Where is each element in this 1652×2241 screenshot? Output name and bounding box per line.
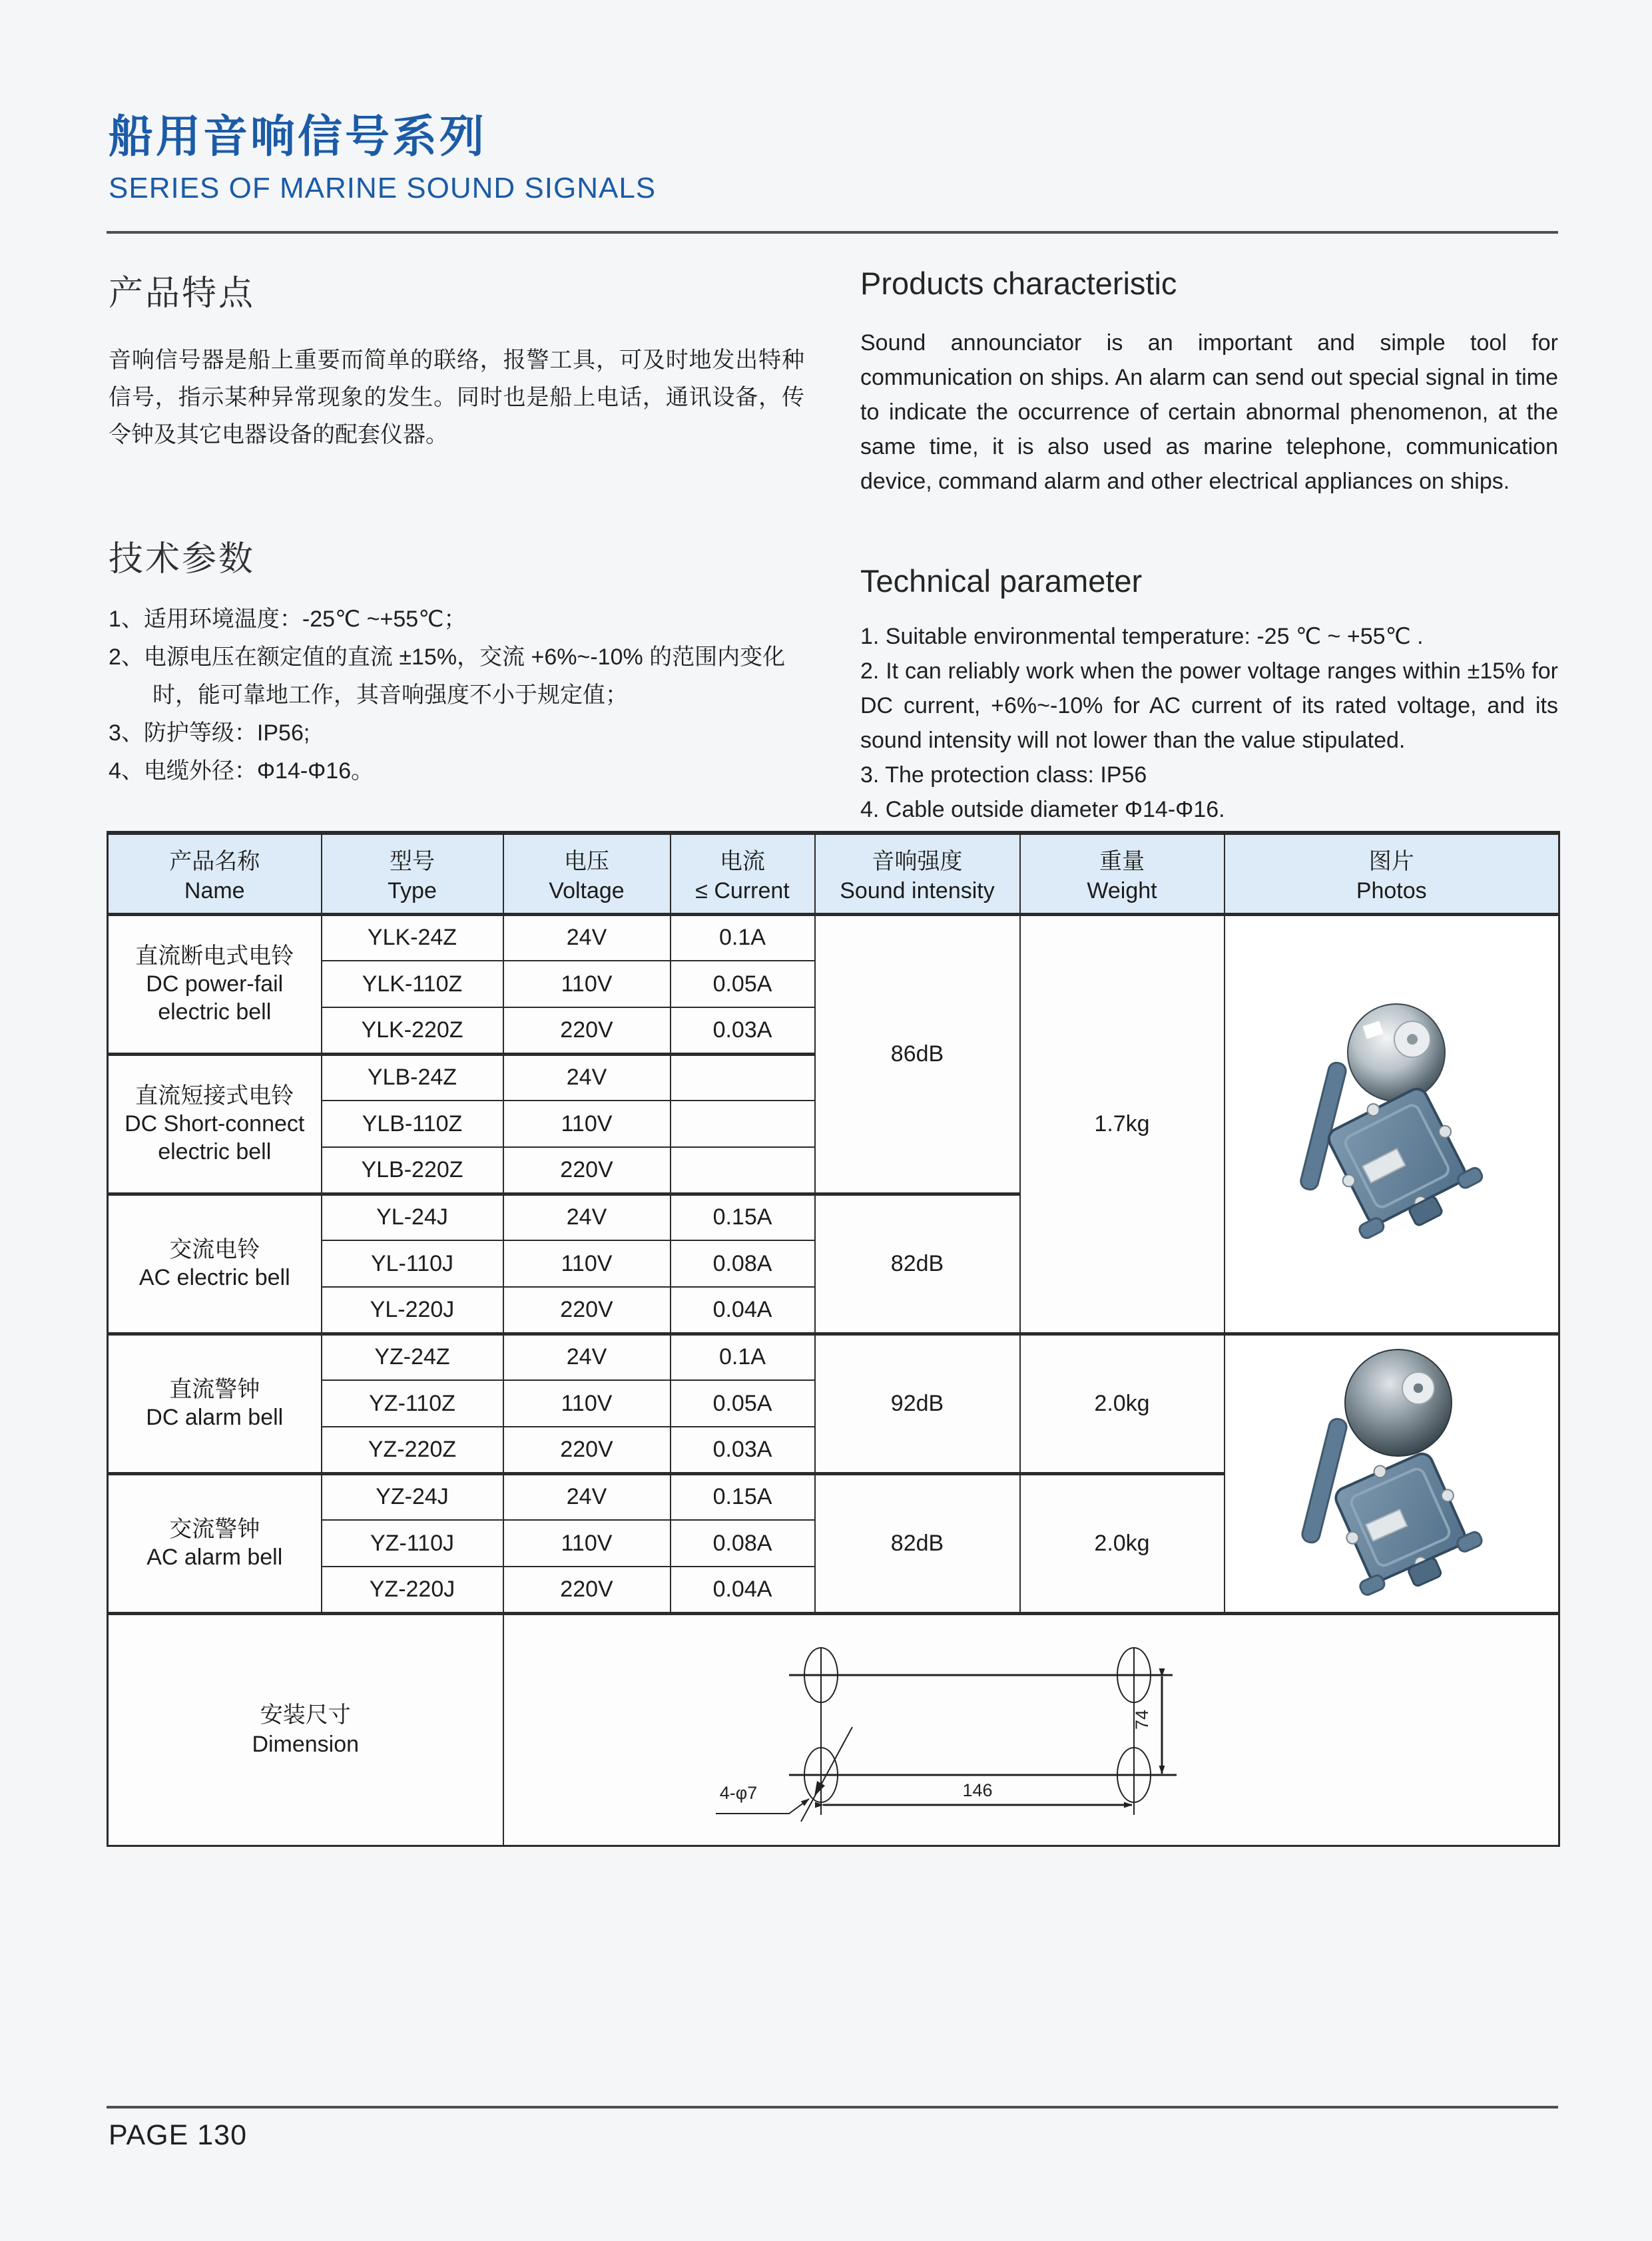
electric-bell-photo <box>1295 998 1488 1244</box>
current-cell: 0.15A <box>671 1473 815 1520</box>
tech-list-zh <box>109 601 804 790</box>
voltage-cell: 24V <box>503 1334 671 1380</box>
voltage-cell: 220V <box>503 1147 671 1194</box>
tech-item-zh: 1、适用环境温度：-25℃ ~+55℃； <box>109 607 467 632</box>
voltage-cell: 220V <box>503 1007 671 1054</box>
tech-item-zh: 3、防护等级：IP56; <box>109 720 310 746</box>
voltage-cell: 110V <box>503 1101 671 1147</box>
tech-item-en: 2. It can reliably work when the power voltage ranges within ±15% for DC current, +6%~-10% for AC current of its rated voltage, and its sound intensity will not lower than the value stipulated. <box>860 658 1558 753</box>
voltage-cell: 110V <box>503 1380 671 1427</box>
page-number: PAGE 130 <box>109 2119 247 2151</box>
column-english <box>860 265 1558 827</box>
tech-heading-en: Technical parameter <box>860 563 1143 599</box>
type-cell: YLK-110Z <box>322 961 503 1007</box>
dimension-row <box>108 1613 1559 1846</box>
current-cell <box>671 1101 815 1147</box>
current-cell: 0.05A <box>671 1380 815 1427</box>
col-header-name: 产品名称 Name <box>108 833 322 914</box>
current-cell: 0.1A <box>671 1334 815 1380</box>
features-body-zh: 音响信号器是船上重要而简单的联络，报警工具，可及时地发出特种信号，指示某种异常现象的发生。同时也是船上电话，通讯设备，传令钟及其它电器设备的配套仪器。 <box>109 348 804 447</box>
alarm-bell-photo <box>1298 1344 1485 1597</box>
current-cell <box>671 1054 815 1101</box>
voltage-cell: 110V <box>503 1240 671 1287</box>
current-cell: 0.03A <box>671 1427 815 1473</box>
col-header-weight: 重量 Weight <box>1020 833 1225 914</box>
dimension-label-cell: 安装尺寸 Dimension <box>108 1613 503 1846</box>
tech-item-zh: 2、电源电压在额定值的直流 ±15%，交流 +6%~-10% 的范围内变化时，能可靠地工作，其音响强度不小于规定值； <box>109 644 786 708</box>
table-header-row <box>108 833 1559 914</box>
tech-list-en <box>860 619 1558 827</box>
tech-heading-zh: 技术参数 <box>109 540 256 579</box>
col-header-photos: 图片 Photos <box>1225 833 1559 914</box>
photo-cell <box>1225 914 1559 1334</box>
dim-width-label: 146 <box>962 1780 993 1800</box>
current-cell: 0.08A <box>671 1520 815 1567</box>
type-cell: YL-24J <box>322 1194 503 1240</box>
col-header-voltage: 电压 Voltage <box>503 833 671 914</box>
type-cell: YL-110J <box>322 1240 503 1287</box>
weight-cell: 1.7kg <box>1020 914 1225 1334</box>
footer-divider <box>107 2106 1558 2109</box>
weight-cell: 2.0kg <box>1020 1473 1225 1613</box>
col-header-type: 型号 Type <box>322 833 503 914</box>
photo-cell <box>1225 1334 1559 1613</box>
product-name-cell: 直流短接式电铃 DC Short-connect electric bell <box>108 1054 322 1194</box>
page-title: 船用音响信号系列 <box>109 112 487 162</box>
col-header-current: 电流 ≤ Current <box>671 833 815 914</box>
col-header-sound: 音响强度 Sound intensity <box>815 833 1020 914</box>
tech-item-en: 3. The protection class: IP56 <box>860 762 1147 788</box>
current-cell <box>671 1147 815 1194</box>
column-chinese <box>109 265 804 790</box>
tech-item-en: 1. Suitable environmental temperature: -25 ℃ ~ +55℃ . <box>860 624 1424 649</box>
current-cell: 0.04A <box>671 1287 815 1334</box>
current-cell: 0.1A <box>671 914 815 961</box>
type-cell: YLB-24Z <box>322 1054 503 1101</box>
voltage-cell: 24V <box>503 1194 671 1240</box>
dim-holes-label: 4-φ7 <box>719 1782 757 1803</box>
dim-height-label: 74 <box>1131 1709 1152 1730</box>
spec-table <box>107 831 1560 1847</box>
header-divider <box>107 231 1558 234</box>
type-cell: YLB-220Z <box>322 1147 503 1194</box>
type-cell: YZ-110J <box>322 1520 503 1567</box>
features-heading-en: Products characteristic <box>860 266 1177 301</box>
product-name-cell: 直流断电式电铃 DC power-fail electric bell <box>108 914 322 1054</box>
current-cell: 0.04A <box>671 1567 815 1613</box>
type-cell: YL-220J <box>322 1287 503 1334</box>
sound-cell: 92dB <box>815 1334 1020 1473</box>
voltage-cell: 110V <box>503 961 671 1007</box>
type-cell: YZ-110Z <box>322 1380 503 1427</box>
current-cell: 0.08A <box>671 1240 815 1287</box>
tech-item-en: 4. Cable outside diameter Φ14-Φ16. <box>860 797 1225 822</box>
table-row <box>108 1334 1559 1380</box>
voltage-cell: 220V <box>503 1427 671 1473</box>
type-cell: YLK-24Z <box>322 914 503 961</box>
voltage-cell: 24V <box>503 914 671 961</box>
type-cell: YLK-220Z <box>322 1007 503 1054</box>
product-name-cell: 交流警钟 AC alarm bell <box>108 1473 322 1613</box>
product-name-cell: 交流电铃 AC electric bell <box>108 1194 322 1334</box>
sound-cell: 82dB <box>815 1473 1020 1613</box>
dimension-drawing-cell <box>503 1613 1559 1846</box>
tech-item-zh: 4、电缆外径：Φ14-Φ16。 <box>109 758 374 784</box>
type-cell: YLB-110Z <box>322 1101 503 1147</box>
page-header <box>109 101 656 205</box>
page-subtitle: SERIES OF MARINE SOUND SIGNALS <box>109 172 657 204</box>
dimension-drawing <box>504 1615 1553 1845</box>
features-heading-zh: 产品特点 <box>109 274 256 313</box>
voltage-cell: 220V <box>503 1287 671 1334</box>
sound-cell: 82dB <box>815 1194 1020 1334</box>
voltage-cell: 24V <box>503 1473 671 1520</box>
type-cell: YZ-24J <box>322 1473 503 1520</box>
type-cell: YZ-220J <box>322 1567 503 1613</box>
table-row <box>108 914 1559 961</box>
current-cell: 0.05A <box>671 961 815 1007</box>
weight-cell: 2.0kg <box>1020 1334 1225 1473</box>
voltage-cell: 110V <box>503 1520 671 1567</box>
features-body-en: Sound announciator is an important and simple tool for communication on ships. An alarm can send out special signal in time to indicate the occurrence of certain abnormal phenomenon, at the same time, it is also used as marine telephone, communication device, command alarm and other electrical appliances on ships. <box>860 330 1558 494</box>
voltage-cell: 24V <box>503 1054 671 1101</box>
voltage-cell: 220V <box>503 1567 671 1613</box>
current-cell: 0.15A <box>671 1194 815 1240</box>
current-cell: 0.03A <box>671 1007 815 1054</box>
type-cell: YZ-24Z <box>322 1334 503 1380</box>
product-name-cell: 直流警钟 DC alarm bell <box>108 1334 322 1473</box>
sound-cell: 86dB <box>815 914 1020 1194</box>
type-cell: YZ-220Z <box>322 1427 503 1473</box>
